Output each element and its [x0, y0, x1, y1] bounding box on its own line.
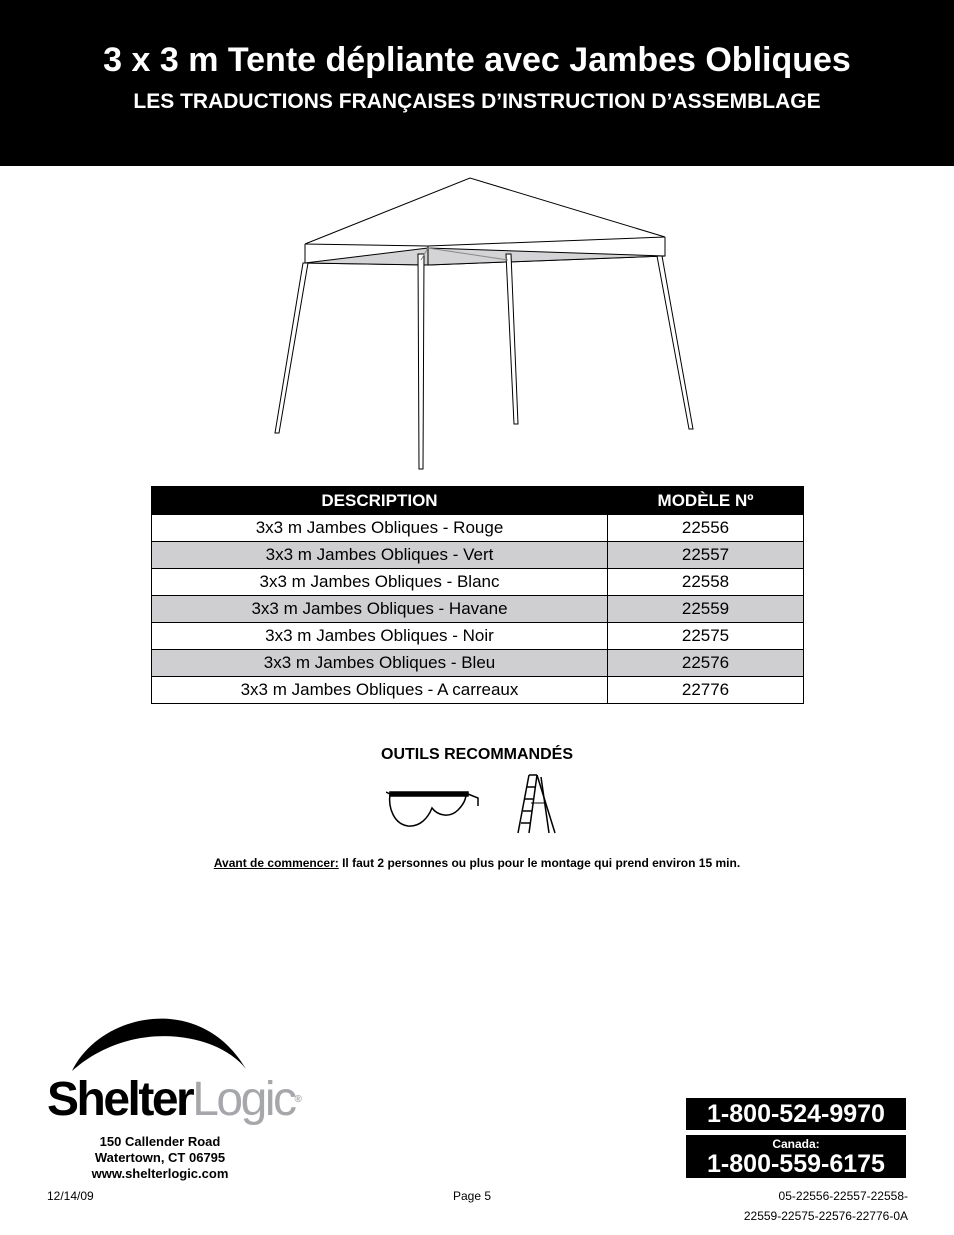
row-description: 3x3 m Jambes Obliques - Bleu — [152, 650, 608, 677]
tools-title: OUTILS RECOMMANDÉS — [381, 746, 573, 763]
safety-glasses-icon — [386, 782, 482, 830]
address-line-2: Watertown, CT 06795 — [94, 1150, 226, 1165]
before-you-begin-note — [0, 856, 954, 870]
logo-shelter: Shelter — [47, 1073, 193, 1126]
row-description: 3x3 m Jambes Obliques - A carreaux — [152, 677, 608, 704]
table-row — [152, 515, 804, 542]
row-model: 22557 — [608, 542, 804, 569]
shelterlogic-logo — [47, 1072, 302, 1128]
page-number: Page 5 — [453, 1189, 492, 1203]
step-ladder-icon — [515, 773, 559, 837]
company-address — [60, 1134, 260, 1182]
logo-registered-mark: ® — [294, 1094, 302, 1105]
table-row — [152, 542, 804, 569]
phone-us: 1-800-524-9970 — [686, 1098, 906, 1130]
models-table — [151, 486, 804, 704]
row-model: 22576 — [608, 650, 804, 677]
shelterlogic-arc-icon — [70, 1005, 250, 1077]
table-row — [152, 677, 804, 704]
before-note-text: Il faut 2 personnes ou plus pour le montage qui prend environ 15 min. — [338, 856, 741, 870]
table-row — [152, 623, 804, 650]
before-note-lead: Avant de commencer: — [213, 856, 339, 870]
row-description: 3x3 m Jambes Obliques - Noir — [152, 623, 608, 650]
company-website: www.shelterlogic.com — [91, 1166, 229, 1181]
row-description: 3x3 m Jambes Obliques - Vert — [152, 542, 608, 569]
row-model: 22559 — [608, 596, 804, 623]
table-row — [152, 569, 804, 596]
column-header-model: MODÈLE Nº — [608, 487, 804, 515]
table-row — [152, 650, 804, 677]
canada-label: Canada: — [772, 1137, 820, 1151]
page-subtitle: LES TRADUCTIONS FRANÇAISES D’INSTRUCTION D’ASSEMBLAGE — [133, 90, 821, 113]
table-row — [152, 596, 804, 623]
logo-logic: Logic — [192, 1073, 295, 1126]
page-title: 3 x 3 m Tente dépliante avec Jambes Obliques — [103, 41, 851, 79]
row-description: 3x3 m Jambes Obliques - Blanc — [152, 569, 608, 596]
document-date: 12/14/09 — [47, 1189, 94, 1203]
row-model: 22776 — [608, 677, 804, 704]
phone-canada-box — [686, 1135, 906, 1178]
phone-canada: 1-800-559-6175 — [707, 1150, 885, 1178]
row-model: 22556 — [608, 515, 804, 542]
column-header-description: DESCRIPTION — [152, 487, 608, 515]
row-model: 22575 — [608, 623, 804, 650]
address-line-1: 150 Callender Road — [99, 1134, 221, 1149]
canopy-tent-icon — [270, 172, 700, 474]
code-line-2: 22559-22575-22576-22776-0A — [743, 1209, 908, 1223]
page-header — [0, 0, 954, 166]
row-model: 22558 — [608, 569, 804, 596]
code-line-1: 05-22556-22557-22558- — [778, 1189, 908, 1203]
row-description: 3x3 m Jambes Obliques - Rouge — [152, 515, 608, 542]
table-header-row — [152, 487, 804, 515]
document-codes — [744, 1186, 908, 1226]
row-description: 3x3 m Jambes Obliques - Havane — [152, 596, 608, 623]
